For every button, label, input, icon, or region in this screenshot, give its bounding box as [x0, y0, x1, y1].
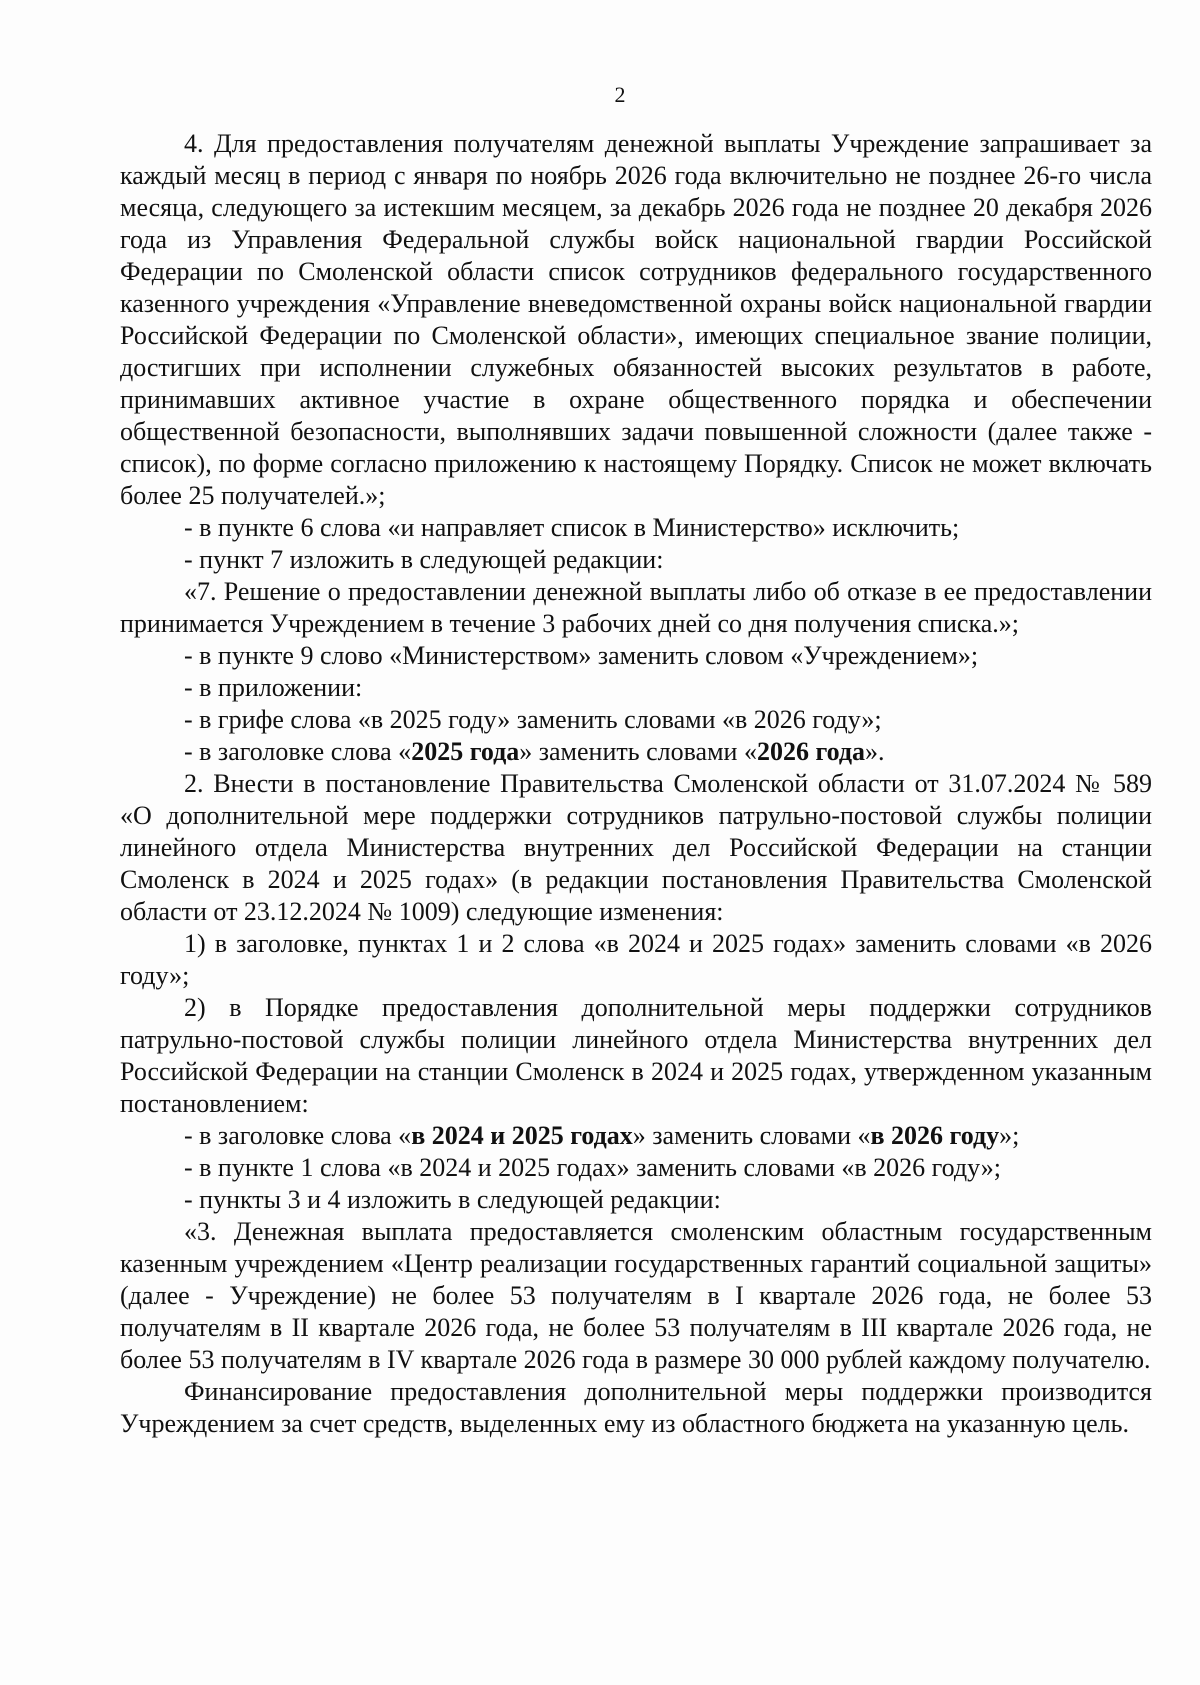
- paragraph-item-7: «7. Решение о предоставлении денежной выплаты либо об отказе в ее предоставлении принимается Учреждением в течение 3 рабочих дней со дня получения списка.»;: [120, 577, 1152, 638]
- amendment-item-point-6: - в пункте 6 слова «и направляет список в Министерство» исключить;: [184, 513, 960, 542]
- amendment-text: »;: [999, 1121, 1020, 1150]
- subitem-2: 2) в Порядке предоставления дополнительной меры поддержки сотрудников патрульно-постовой службы полиции линейного отдела Министерства внутренних дел Российской Федерации на станции Смоленск в 2024 и 2025 годах, утвержденном указанным постановлением:: [120, 993, 1152, 1118]
- amendment-item-point-1: - в пункте 1 слова «в 2024 и 2025 годах» заменить словами «в 2026 году»;: [184, 1153, 1002, 1182]
- amendment-item-heading: [120, 736, 1152, 768]
- bold-old-years: в 2024 и 2025 годах: [411, 1121, 633, 1150]
- page-number: 2: [614, 82, 626, 107]
- amendment-item-appendix: - в приложении:: [184, 673, 363, 702]
- paragraph-item-3: «3. Денежная выплата предоставляется смоленским областным государственным казенным учреждением «Центр реализации государственных гарантий социальной защиты» (далее - Учреждение) не более 53 получателям в I квартале 2026 года, не более 53 получателям в II квартале 2026 года, не более 53 получателям в III квартале 2026 года, не более 53 получателям в IV квартале 2026 года в размере 30 000 рублей каждому получателю.: [120, 1217, 1152, 1374]
- amendment-item-heading-2: [120, 1120, 1152, 1152]
- amendment-text: - в заголовке слова «: [184, 737, 412, 766]
- amendment-item-points-3-4: - пункты 3 и 4 изложить в следующей редакции:: [184, 1185, 721, 1214]
- paragraph-item-4: 4. Для предоставления получателям денежной выплаты Учреждение запрашивает за каждый месяц в период с января по ноябрь 2026 года включительно не позднее 26-го числа месяца, следующего за истекшим месяцем, за декабрь 2026 года не позднее 20 декабря 2026 года из Управления Федеральной службы войск национальной гвардии Российской Федерации по Смоленской области список сотрудников федерального государственного казенного учреждения «Управление вневедомственной охраны войск национальной гвардии Российской Федерации по Смоленской области», имеющих специальное звание полиции, достигших при исполнении служебных обязанностей высоких результатов в работе, принимавших активное участие в охране общественного порядка и обеспечении общественной безопасности, выполнявших задачи повышенной сложности (далее также - список), по форме согласно приложению к настоящему Порядку. Список не может включать более 25 получателей.»;: [120, 129, 1152, 510]
- amendment-text: » заменить словами «: [519, 737, 757, 766]
- bold-new-year: 2026 года: [756, 737, 866, 766]
- amendment-item-point-7: - пункт 7 изложить в следующей редакции:: [184, 545, 664, 574]
- subitem-1: 1) в заголовке, пунктах 1 и 2 слова «в 2024 и 2025 годах» заменить словами «в 2026 году»;: [120, 929, 1152, 990]
- document-body: [120, 128, 1152, 1440]
- bold-new-year-2: в 2026 году: [870, 1121, 1000, 1150]
- amendment-text: ».: [865, 737, 885, 766]
- amendment-text: » заменить словами «: [632, 1121, 871, 1150]
- paragraph-financing: Финансирование предоставления дополнительной меры поддержки производится Учреждением за счет средств, выделенных ему из областного бюджета на указанную цель.: [120, 1377, 1152, 1438]
- amendment-item-stamp: - в грифе слова «в 2025 году» заменить словами «в 2026 году»;: [184, 705, 882, 734]
- bold-old-year: 2025 года: [411, 737, 520, 766]
- paragraph-section-2: 2. Внести в постановление Правительства Смоленской области от 31.07.2024 № 589 «О дополнительной мере поддержки сотрудников патрульно-постовой службы полиции линейного отдела Министерства внутренних дел Российской Федерации на станции Смоленск в 2024 и 2025 годах» (в редакции постановления Правительства Смоленской области от 23.12.2024 № 1009) следующие изменения:: [120, 769, 1152, 926]
- amendment-item-point-9: - в пункте 9 слово «Министерством» заменить словом «Учреждением»;: [184, 641, 979, 670]
- amendment-text: - в заголовке слова «: [184, 1121, 412, 1150]
